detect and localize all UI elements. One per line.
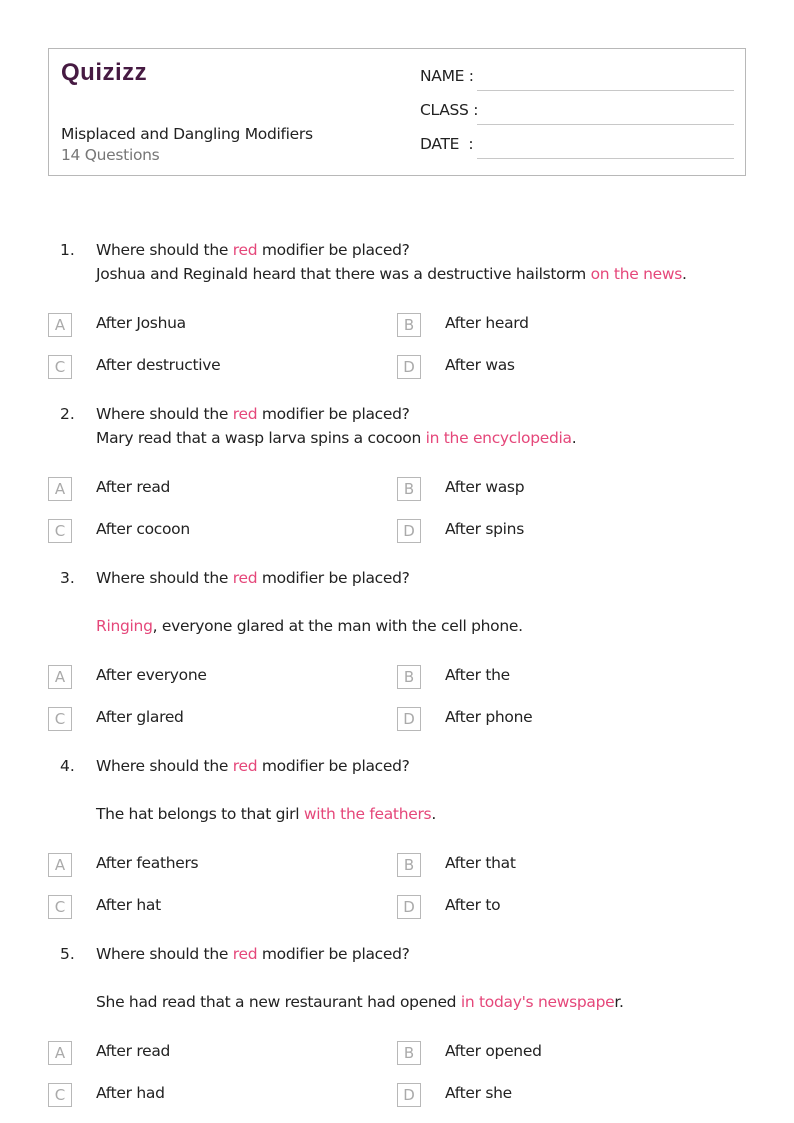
prompt-highlight: red	[232, 405, 258, 423]
date-field[interactable]	[420, 135, 734, 159]
option-letter-box[interactable]: A	[48, 1041, 72, 1065]
prompt-text: modifier be placed?	[257, 241, 410, 259]
option-text: After phone	[445, 708, 533, 726]
worksheet-title: Misplaced and Dangling Modifiers	[61, 125, 313, 143]
option-letter-box[interactable]: D	[397, 707, 421, 731]
date-line[interactable]	[477, 158, 734, 159]
sentence-text: The hat belongs to that girl	[96, 805, 304, 823]
option-text: After read	[96, 1042, 171, 1060]
option-text: After glared	[96, 708, 184, 726]
question-number: 2.	[60, 405, 75, 423]
option-letter-box[interactable]: A	[48, 313, 72, 337]
quizizz-logo: Quizizz	[61, 59, 148, 86]
option-letter-box[interactable]: D	[397, 355, 421, 379]
class-line[interactable]	[477, 124, 734, 125]
option-letter-box[interactable]: B	[397, 313, 421, 337]
option-text: After opened	[445, 1042, 542, 1060]
option-letter-box[interactable]: C	[48, 1083, 72, 1107]
option-text: After feathers	[96, 854, 199, 872]
prompt-highlight: red	[232, 569, 258, 587]
prompt-text: Where should the	[96, 241, 233, 259]
sentence-text: .	[682, 265, 687, 283]
modifier-highlight: in the encyclopedia	[425, 429, 572, 447]
worksheet-header	[48, 48, 746, 176]
option-text: After was	[445, 356, 515, 374]
name-line[interactable]	[477, 90, 734, 91]
option-text: After destructive	[96, 356, 221, 374]
prompt-highlight: red	[232, 945, 258, 963]
option-letter-box[interactable]: A	[48, 477, 72, 501]
option-text: After wasp	[445, 478, 525, 496]
option-letter-box[interactable]: D	[397, 895, 421, 919]
question-sentence	[96, 429, 576, 447]
option-text: After hat	[96, 896, 161, 914]
option-text: After read	[96, 478, 171, 496]
modifier-highlight: with the feathers	[303, 805, 432, 823]
name-field[interactable]	[420, 67, 734, 91]
prompt-text: Where should the	[96, 945, 233, 963]
question-prompt	[96, 757, 410, 775]
sentence-text: r.	[614, 993, 624, 1011]
option-text: After spins	[445, 520, 524, 538]
question-count: 14 Questions	[61, 146, 160, 164]
option-text: After Joshua	[96, 314, 186, 332]
class-field[interactable]	[420, 101, 734, 125]
date-label: DATE :	[420, 135, 474, 153]
class-label: CLASS :	[420, 101, 479, 119]
option-letter-box[interactable]: A	[48, 665, 72, 689]
question-number: 4.	[60, 757, 75, 775]
question-sentence	[96, 617, 523, 635]
question-prompt	[96, 405, 410, 423]
option-letter-box[interactable]: C	[48, 895, 72, 919]
question-sentence	[96, 265, 687, 283]
question-number: 3.	[60, 569, 75, 587]
option-letter-box[interactable]: C	[48, 707, 72, 731]
option-text: After to	[445, 896, 501, 914]
sentence-text: , everyone glared at the man with the cell phone.	[152, 617, 523, 635]
modifier-highlight: on the news	[590, 265, 682, 283]
question-prompt	[96, 569, 410, 587]
sentence-text: .	[431, 805, 436, 823]
option-letter-box[interactable]: B	[397, 1041, 421, 1065]
prompt-text: Where should the	[96, 569, 233, 587]
question-prompt	[96, 945, 410, 963]
option-letter-box[interactable]: D	[397, 519, 421, 543]
name-label: NAME :	[420, 67, 474, 85]
option-letter-box[interactable]: C	[48, 519, 72, 543]
prompt-text: Where should the	[96, 757, 233, 775]
option-letter-box[interactable]: B	[397, 665, 421, 689]
question-sentence	[96, 805, 436, 823]
option-text: After she	[445, 1084, 512, 1102]
option-letter-box[interactable]: A	[48, 853, 72, 877]
prompt-highlight: red	[232, 757, 258, 775]
option-letter-box[interactable]: B	[397, 853, 421, 877]
prompt-text: modifier be placed?	[257, 405, 410, 423]
sentence-text: Joshua and Reginald heard that there was a destructive hailstorm	[96, 265, 591, 283]
prompt-text: modifier be placed?	[257, 945, 410, 963]
sentence-text: She had read that a new restaurant had opened	[96, 993, 461, 1011]
option-text: After heard	[445, 314, 529, 332]
question-sentence	[96, 993, 624, 1011]
question-number: 5.	[60, 945, 75, 963]
sentence-text: .	[571, 429, 577, 447]
option-text: After that	[445, 854, 516, 872]
option-text: After everyone	[96, 666, 207, 684]
question-number: 1.	[60, 241, 75, 259]
option-letter-box[interactable]: D	[397, 1083, 421, 1107]
option-text: After cocoon	[96, 520, 190, 538]
sentence-text: Mary read that a wasp larva spins a cocoon	[96, 429, 426, 447]
question-prompt	[96, 241, 410, 259]
modifier-highlight: in today's newspape	[460, 993, 615, 1011]
prompt-highlight: red	[232, 241, 258, 259]
modifier-highlight: Ringing	[96, 617, 153, 635]
prompt-text: modifier be placed?	[257, 569, 410, 587]
option-letter-box[interactable]: C	[48, 355, 72, 379]
option-text: After had	[96, 1084, 165, 1102]
option-text: After the	[445, 666, 510, 684]
prompt-text: modifier be placed?	[257, 757, 410, 775]
prompt-text: Where should the	[96, 405, 233, 423]
option-letter-box[interactable]: B	[397, 477, 421, 501]
